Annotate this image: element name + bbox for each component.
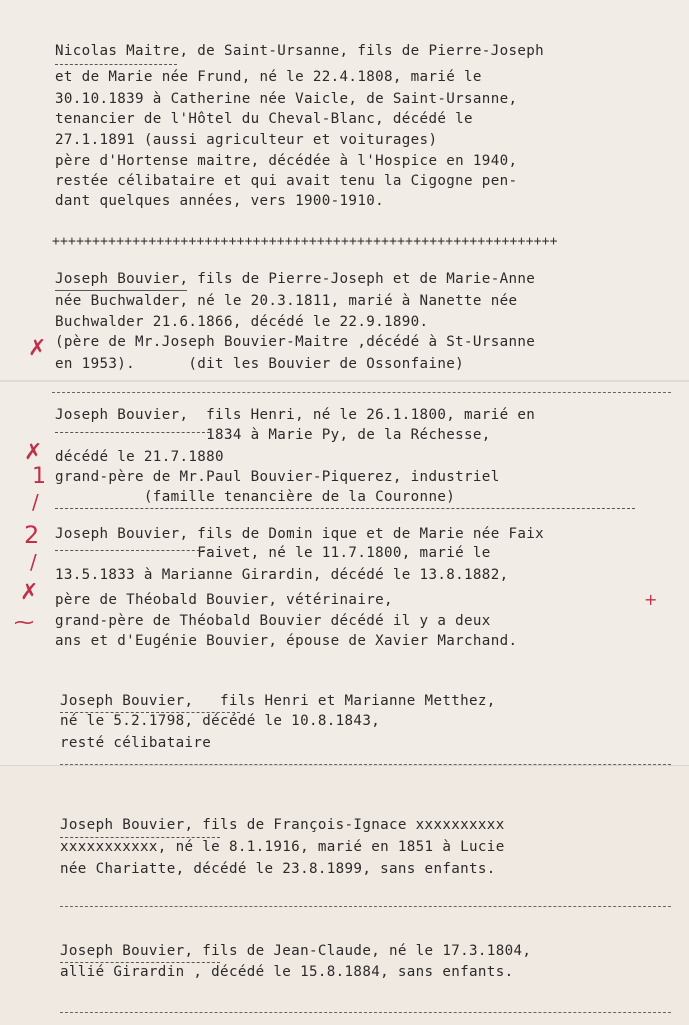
text-line: née Chariatte, décédé le 23.8.1899, sans enfants. (60, 861, 496, 877)
text-line: allié Girardin , décédé le 15.8.1884, sans enfants. (60, 964, 514, 980)
text-line: grand-père de Théobald Bouvier décédé il y a deux (55, 613, 491, 629)
text-line: Joseph Bouvier, fils de Pierre-Joseph et de Marie-Anne (55, 271, 536, 287)
text-line: Buchwalder 21.6.1866, décédé le 22.9.1890. (55, 314, 429, 330)
plus-separator: +++++++++++++++++++++++++++++++++++++++++++++++++++++++++++++++ (52, 234, 558, 249)
text-line: 13.5.1833 à Marianne Girardin, décédé le 13.8.1882, (55, 567, 509, 583)
text-line: (famille tenancière de la Couronne) (55, 489, 456, 505)
dashed-separator (60, 906, 671, 907)
text-line: et de Marie née Frund, né le 22.4.1808, marié le (55, 69, 482, 85)
red-slash-mark: / (32, 490, 39, 514)
dashed-separator (52, 392, 671, 393)
name-underline (55, 290, 187, 291)
entry-underline (55, 508, 635, 509)
red-small-cross-mark: + (644, 590, 658, 609)
text-line: Joseph Bouvier, fils de François-Ignace xxxxxxxxxx (60, 817, 505, 833)
paper-fold (0, 380, 689, 382)
dashed-separator (60, 764, 671, 765)
paper-sheet-bottom (0, 765, 689, 1025)
text-line: décédé le 21.7.1880 (55, 449, 224, 465)
text-line: restée célibataire et qui avait tenu la Cigogne pen- (55, 173, 518, 189)
text-line: 30.10.1839 à Catherine née Vaicle, de Saint-Ursanne, (55, 91, 518, 107)
red-slash-mark: / (30, 550, 37, 574)
text-line: Joseph Bouvier, fils Henri et Marianne Metthez, (60, 693, 496, 709)
text-line: père d'Hortense maitre, décédée à l'Hospice en 1940, (55, 153, 518, 169)
red-cross-mark: ✗ (20, 580, 39, 605)
text-line: tenancier de l'Hôtel du Cheval-Blanc, décédé le (55, 111, 473, 127)
text-line: père de Théobald Bouvier, vétérinaire, (55, 592, 393, 608)
red-number-mark: 1 (32, 464, 46, 489)
text-line: (père de Mr.Joseph Bouvier-Maitre ,décédé à St-Ursanne (55, 334, 536, 350)
text-line: dant quelques années, vers 1900-1910. (55, 193, 384, 209)
dashed-separator (60, 1012, 671, 1013)
text-line: resté célibataire (60, 735, 212, 751)
text-line: 27.1.1891 (aussi agriculteur et voiturages) (55, 132, 438, 148)
text-line: Joseph Bouvier, fils Henri, né le 26.1.1800, marié en (55, 407, 536, 423)
name-underline (55, 64, 177, 65)
text-line: ans et d'Eugénie Bouvier, épouse de Xavier Marchand. (55, 633, 518, 649)
text-line: en 1953). (dit les Bouvier de Ossonfaine) (55, 356, 465, 372)
text-line: Joseph Bouvier, fils de Jean-Claude, né le 17.3.1804, (60, 943, 532, 959)
text-line: né le 5.2.1798, décédé le 10.8.1843, (60, 713, 381, 729)
red-dash-mark: ⁓ (14, 610, 34, 634)
text-line: née Buchwalder, né le 20.3.1811, marié à Nanette née (55, 293, 518, 309)
text-line: Faivet, né le 11.7.1800, marié le (55, 545, 491, 561)
red-cross-mark: ✗ (28, 336, 47, 361)
text-line: Joseph Bouvier, fils de Domin ique et de Marie née Faix (55, 526, 545, 542)
text-line: 1834 à Marie Py, de la Réchesse, (55, 427, 491, 443)
red-cross-mark: ✗ (24, 440, 43, 465)
text-line: xxxxxxxxxxx, né le 8.1.1916, marié en 1851 à Lucie (60, 839, 505, 855)
text-line: Nicolas Maitre, de Saint-Ursanne, fils de Pierre-Joseph (55, 43, 545, 59)
red-number-mark: 2 (24, 521, 40, 549)
text-line: grand-père de Mr.Paul Bouvier-Piquerez, industriel (55, 469, 500, 485)
